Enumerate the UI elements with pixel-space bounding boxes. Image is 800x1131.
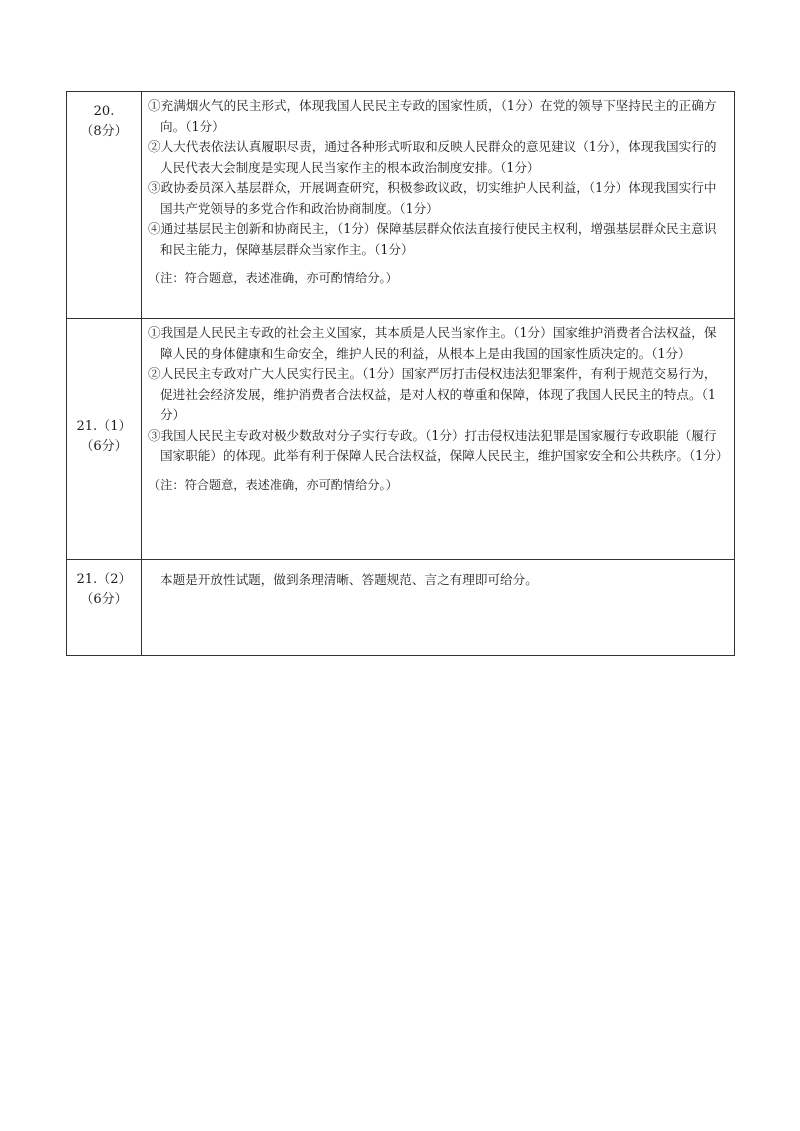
answer-point: ②人民民主专政对广大人民实行民主。（1分）国家严厉打击侵权违法犯罪案件，有利于规范交易行为，促进社会经济发展，维护消费者合法权益，是对人权的尊重和保障，体现了我国人民民主的特点。（1分） xyxy=(148,366,717,422)
question-cell xyxy=(67,560,142,656)
question-number: 21.（1） xyxy=(76,419,132,434)
answer-point: ①充满烟火气的民主形式，体现我国人民民主专政的国家性质，（1分）在党的领导下坚持民主的正确方向。（1分） xyxy=(148,98,717,134)
answer-text: 本题是开放性试题，做到条理清晰、答题规范、言之有理即可给分。 xyxy=(160,572,538,587)
table-row xyxy=(67,319,735,560)
question-score: （8分） xyxy=(80,124,128,139)
question-cell xyxy=(67,319,142,560)
question-score: （6分） xyxy=(80,592,128,607)
table-row xyxy=(67,560,735,656)
answer-point: ③我国人民民主专政对极少数敌对分子实行专政。（1分）打击侵权违法犯罪是国家履行专政职能（履行国家职能）的体现。此举有利于保障人民合法权益，保障人民民主，维护国家安全和公共秩序。（1分） xyxy=(148,427,729,463)
question-number: 21.（2） xyxy=(76,572,132,587)
grading-note: （注：符合题意，表述准确，亦可酌情给分。） xyxy=(148,477,398,492)
answer-point: ④通过基层民主创新和协商民主，（1分）保障基层群众依法直接行使民主权利，增强基层群众民主意识和民主能力，保障基层群众当家作主。（1分） xyxy=(148,221,717,257)
answer-point: ③政协委员深入基层群众，开展调查研究，积极参政议政，切实维护人民利益，（1分）体现我国实行中国共产党领导的多党合作和政治协商制度。（1分） xyxy=(148,180,717,216)
answer-point: ①我国是人民民主专政的社会主义国家，其本质是人民当家作主。（1分）国家维护消费者合法权益，保障人民的身体健康和生命安全，维护人民的利益，从根本上是由我国的国家性质决定的。（1分） xyxy=(148,325,717,361)
grading-note: （注：符合题意，表述准确，亦可酌情给分。） xyxy=(148,271,398,285)
answer-point: ②人大代表依法认真履职尽责，通过各种形式听取和反映人民群众的意见建议（1分），体现我国实行的人民代表大会制度是实现人民当家作主的根本政治制度安排。（1分） xyxy=(148,139,717,175)
answer-cell xyxy=(142,560,735,656)
answer-cell xyxy=(142,319,735,560)
answer-key-table xyxy=(66,91,735,656)
question-cell xyxy=(67,92,142,319)
question-score: （6分） xyxy=(80,439,128,454)
table-row xyxy=(67,92,735,319)
question-number: 20. xyxy=(93,104,115,119)
answer-cell xyxy=(142,92,735,319)
